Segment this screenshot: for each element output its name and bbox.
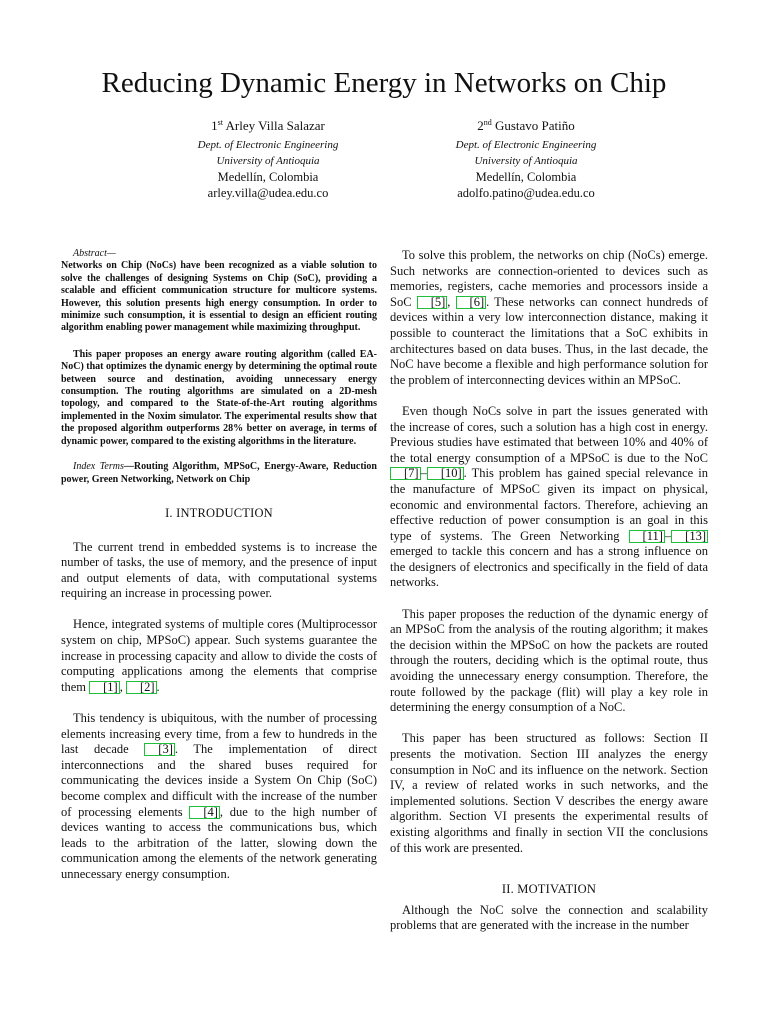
intro-paragraph-7: This paper has been structured as follows: Section II presents the motivation. Section III analyzes the energy consumption in NoC and its influence on the network. Section IV, a review of related works in such networks, and the implemented solutions. Section V describes the energy aware algorithm. Section VI presents the experimental results of existing algorithms and finally in section VII the conclusions of this work are presented.: [390, 731, 708, 855]
author-univ: University of Antioquia: [216, 155, 320, 167]
author-email[interactable]: adolfo.patino@udea.edu.co: [457, 186, 595, 200]
citation-link[interactable]: [11]: [629, 530, 665, 543]
text-run: . These networks can connect hundreds of devices within a very low interconnection distance, making it possible to counteract the limitations that a SoC exhibits in architectures based on data buses. Thus, in the last decade, the NoC have become a flexible and high performance solution for the problem of interconnecting devices within an MPSoC.: [390, 294, 709, 387]
intro-paragraph-1: The current trend in embedded systems is to increase the number of tasks, the use of memory, and the presence of input and output elements of data, with computational systems requiring an increase in processing power.: [61, 539, 377, 601]
intro-paragraph-4: [390, 248, 708, 388]
citation-link[interactable]: [2]: [126, 681, 157, 694]
text-run: ,: [447, 294, 456, 309]
author-name-text: Gustavo Patiño: [494, 118, 575, 133]
author-ordinal: 2: [477, 118, 484, 133]
intro-paragraph-2: [61, 617, 377, 695]
author-ordinal-suffix: st: [217, 118, 223, 127]
abstract-label: Abstract—: [73, 248, 116, 259]
text-run: Even though NoCs solve in part the issues generated with the increase of cores, such a solution has a high cost in energy. Previous studies have estimated that between 10% and 40% of the total energy consumption of a MPSoC is due to the NoC: [390, 403, 708, 465]
citation-link[interactable]: [4]: [189, 806, 220, 819]
author-dept: Dept. of Electronic Engineering: [455, 139, 597, 151]
author-location: Medellín, Colombia: [217, 170, 319, 184]
motivation-paragraph-1: Although the NoC solve the connection and scalability problems that are generated with the increase in the number: [390, 902, 708, 933]
intro-paragraph-6: This paper proposes the reduction of the dynamic energy of an MPSoC from the analysis of the routing algorithm; it makes the decision within the MPSoC on how the packets are routed through the routers, deciding which is the optimal route, thus avoiding the unnecessary energy consumption. Therefore, the route followed by the package (flit) will play a key role in determining the energy consumption of a NoC.: [390, 606, 708, 715]
intro-paragraph-5: [390, 404, 708, 591]
left-column: [61, 248, 377, 883]
author-name: [118, 118, 418, 134]
section-heading-motivation: II. MOTIVATION: [501, 882, 597, 897]
author-dept: Dept. of Electronic Engineering: [197, 139, 339, 151]
abstract-text-1: Networks on Chip (NoCs) have been recognized as a viable solution to solve the challenges of designing Systems on Chip (SoC), providing a scalable and efficient communication structure for multicore systems. However, this solution presents high energy consumption. In order to minimize such consumption, it is essential to design an efficient routing algorithm enabling power management while maximizing throughput.: [61, 260, 377, 334]
text-run: , due to the high number of devices wanting to access the communications bus, which leads to the arbitration of the latter, slowing down the communication among the elements of the network generating unnecessary energy consumption.: [61, 804, 377, 881]
intro-paragraph-3: [61, 711, 377, 883]
author-univ: University of Antioquia: [474, 155, 578, 167]
text-run: ,: [119, 679, 126, 694]
text-run: .: [156, 679, 160, 694]
citation-link[interactable]: [13]: [671, 530, 708, 543]
text-run: Hence, integrated systems of multiple cores (Multiprocessor system on chip, MPSoC) appear. Such systems guarantee the increase in processing capacity and allow to divide the costs of computing applications among the elements that comprise them: [61, 617, 377, 694]
author-block-2: [376, 118, 676, 201]
author-block-1: [118, 118, 418, 201]
citation-link[interactable]: [6]: [456, 296, 487, 309]
abstract-paragraph-1: [61, 248, 377, 335]
text-run: . The implementation of direct interconnections and the shared buses required for communicating the devices inside a System On Chip (SoC) become complex and difficult with the increase of the number of processing elements: [61, 742, 377, 819]
citation-link[interactable]: [7]: [390, 467, 421, 480]
text-run: emerged to tackle this concern and has a strong influence on the designers of electronics and specifically in the field of data networks.: [390, 544, 708, 590]
index-terms-text: —Routing Algorithm, MPSoC, Energy-Aware, Reduction power, Green Networking, Network on Chip: [61, 461, 377, 485]
abstract-paragraph-2: This paper proposes an energy aware routing algorithm (called EA-NoC) that optimizes the dynamic energy by determining the optimal route between source and destination, avoiding unnecessary energy consumption. The routing algorithms are simulated on a 2D-mesh topology, and compared to the State-of-the-Art routing algorithms implemented in the Noxim simulator. The experimental results show that the proposed algorithm outperforms 28% better on average, in terms of dynamic power, compared to the existing algorithms in the literature.: [61, 348, 377, 447]
citation-link[interactable]: [3]: [144, 743, 175, 756]
right-column: [390, 248, 708, 934]
section-heading-introduction: I. INTRODUCTION: [165, 505, 273, 520]
author-ordinal-suffix: nd: [483, 118, 492, 127]
author-email[interactable]: arley.villa@udea.edu.co: [207, 186, 329, 200]
index-terms-label: Index Terms: [73, 461, 124, 473]
paper-title: Reducing Dynamic Energy in Networks on Chip: [101, 67, 667, 99]
author-location: Medellín, Colombia: [475, 170, 577, 184]
citation-link[interactable]: [5]: [417, 296, 448, 309]
author-ordinal: 1: [211, 118, 218, 133]
citation-link[interactable]: [1]: [89, 681, 120, 694]
text-run: –: [664, 528, 672, 543]
author-name-text: Arley Villa Salazar: [225, 118, 325, 133]
text-run: To solve this problem, the networks on chip (NoCs) emerge. Such networks are connection-oriented to devices such as memories, registers, cache memories and processors inside a SoC: [390, 248, 708, 309]
text-run: . This problem has gained special relevance in the manufacture of MPSoC given its impact on physical, economic and environmental factors. Therefore, achieving an effective reduction of power consumption is an goal in this type of systems. The Green Networking: [390, 466, 708, 543]
abstract: [61, 248, 377, 448]
text-run: –: [420, 466, 427, 481]
text-run: This tendency is ubiquitous, with the number of processing elements increasing every time, from a few to hundreds in the last decade: [61, 711, 377, 757]
citation-link[interactable]: [10]: [427, 467, 464, 480]
author-name: [376, 118, 676, 134]
index-terms: [61, 461, 377, 486]
